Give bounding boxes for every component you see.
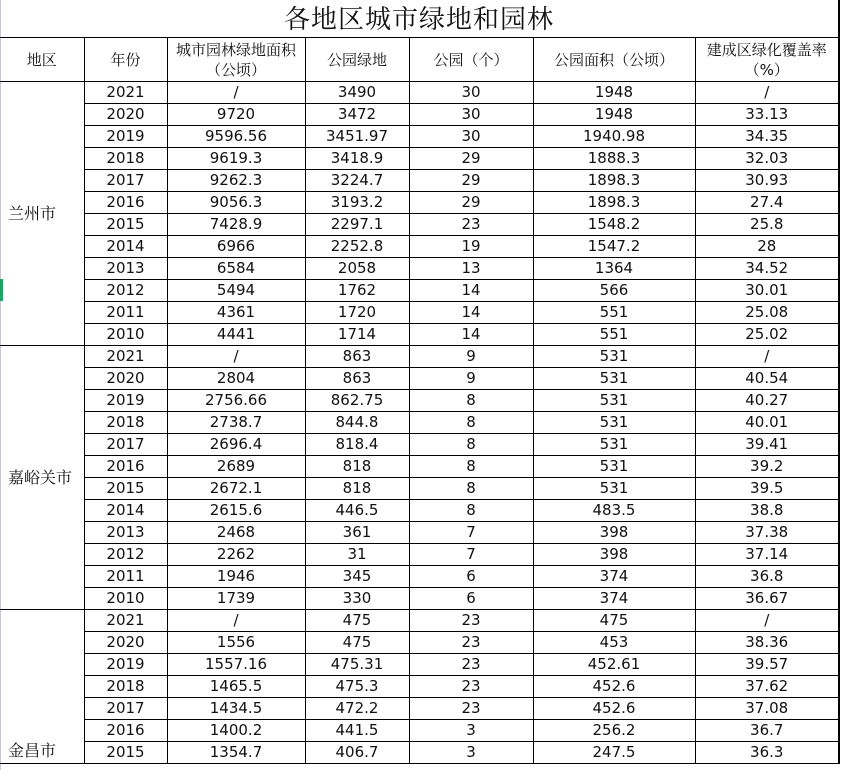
park-count-cell[interactable]: 6 — [409, 588, 533, 610]
table-row — [0, 610, 839, 632]
year-cell[interactable]: 2019 — [84, 126, 167, 148]
year-cell[interactable]: 2016 — [84, 192, 167, 214]
coverage-rate-cell[interactable]: 36.7 — [695, 720, 839, 742]
table-row — [0, 368, 839, 390]
green-area-cell[interactable]: 4441 — [167, 324, 305, 346]
year-cell[interactable]: 2016 — [84, 720, 167, 742]
coverage-rate-cell[interactable]: / — [695, 610, 839, 632]
park-green-cell[interactable]: 441.5 — [305, 720, 409, 742]
year-cell[interactable]: 2015 — [84, 478, 167, 500]
table-row — [0, 126, 839, 148]
park-count-cell[interactable]: 7 — [409, 522, 533, 544]
park-green-cell[interactable]: 2297.1 — [305, 214, 409, 236]
park-green-cell[interactable]: 472.2 — [305, 698, 409, 720]
year-cell[interactable]: 2012 — [84, 280, 167, 302]
park-count-cell[interactable]: 23 — [409, 654, 533, 676]
green-area-cell[interactable]: 9262.3 — [167, 170, 305, 192]
coverage-rate-cell[interactable]: 40.01 — [695, 412, 839, 434]
table-row — [0, 302, 839, 324]
park-area-cell[interactable]: 1364 — [533, 258, 695, 280]
year-cell[interactable]: 2013 — [84, 258, 167, 280]
park-green-cell[interactable]: 3193.2 — [305, 192, 409, 214]
coverage-rate-cell[interactable]: 36.3 — [695, 742, 839, 764]
year-cell[interactable]: 2015 — [84, 742, 167, 764]
green-area-cell[interactable]: 1434.5 — [167, 698, 305, 720]
park-area-cell[interactable]: 551 — [533, 324, 695, 346]
data-table — [0, 37, 840, 764]
park-area-cell[interactable]: 374 — [533, 566, 695, 588]
year-cell[interactable]: 2018 — [84, 148, 167, 170]
park-area-cell[interactable]: 398 — [533, 522, 695, 544]
coverage-rate-cell[interactable]: 39.41 — [695, 434, 839, 456]
park-area-cell[interactable]: 531 — [533, 478, 695, 500]
park-area-cell[interactable]: 452.6 — [533, 698, 695, 720]
green-area-cell[interactable]: / — [167, 610, 305, 632]
green-area-cell[interactable]: 1465.5 — [167, 676, 305, 698]
green-area-cell[interactable]: 2696.4 — [167, 434, 305, 456]
year-cell[interactable]: 2018 — [84, 676, 167, 698]
park-count-cell[interactable]: 30 — [409, 104, 533, 126]
park-area-cell[interactable]: 551 — [533, 302, 695, 324]
park-area-cell[interactable]: 531 — [533, 390, 695, 412]
green-area-cell[interactable]: 9619.3 — [167, 148, 305, 170]
park-area-cell[interactable]: 1548.2 — [533, 214, 695, 236]
table-row — [0, 390, 839, 412]
park-count-cell[interactable]: 29 — [409, 148, 533, 170]
coverage-rate-cell[interactable]: 40.27 — [695, 390, 839, 412]
park-area-cell[interactable]: 1888.3 — [533, 148, 695, 170]
green-area-cell[interactable]: 9596.56 — [167, 126, 305, 148]
park-green-cell[interactable]: 3451.97 — [305, 126, 409, 148]
table-row — [0, 346, 839, 368]
green-area-cell[interactable]: / — [167, 82, 305, 104]
green-area-cell[interactable]: 1739 — [167, 588, 305, 610]
park-count-cell[interactable]: 29 — [409, 192, 533, 214]
header-region[interactable]: 地区 — [0, 38, 84, 82]
park-count-cell[interactable]: 23 — [409, 610, 533, 632]
green-area-cell[interactable]: 4361 — [167, 302, 305, 324]
year-cell[interactable]: 2020 — [84, 632, 167, 654]
header-green-area[interactable]: 城市园林绿地面积（公顷） — [167, 38, 305, 82]
table-row — [0, 566, 839, 588]
park-green-cell[interactable]: 406.7 — [305, 742, 409, 764]
park-count-cell[interactable]: 13 — [409, 258, 533, 280]
park-green-cell[interactable]: 1720 — [305, 302, 409, 324]
park-area-cell[interactable]: 1948 — [533, 82, 695, 104]
green-area-cell[interactable]: 2689 — [167, 456, 305, 478]
coverage-rate-cell[interactable]: 36.67 — [695, 588, 839, 610]
year-cell[interactable]: 2012 — [84, 544, 167, 566]
table-row — [0, 434, 839, 456]
park-count-cell[interactable]: 9 — [409, 346, 533, 368]
coverage-rate-cell[interactable]: 39.2 — [695, 456, 839, 478]
green-area-cell[interactable]: 2738.7 — [167, 412, 305, 434]
park-count-cell[interactable]: 8 — [409, 434, 533, 456]
park-count-cell[interactable]: 14 — [409, 302, 533, 324]
table-row — [0, 522, 839, 544]
year-cell[interactable]: 2017 — [84, 170, 167, 192]
year-cell[interactable]: 2013 — [84, 522, 167, 544]
table-body — [0, 82, 839, 764]
year-cell[interactable]: 2020 — [84, 104, 167, 126]
region-cell[interactable]: 兰州市 — [0, 82, 84, 346]
green-area-cell[interactable]: 1946 — [167, 566, 305, 588]
park-count-cell[interactable]: 14 — [409, 324, 533, 346]
park-area-cell[interactable]: 531 — [533, 346, 695, 368]
park-count-cell[interactable]: 30 — [409, 82, 533, 104]
coverage-rate-cell[interactable]: 28 — [695, 236, 839, 258]
park-area-cell[interactable]: 374 — [533, 588, 695, 610]
park-count-cell[interactable]: 3 — [409, 742, 533, 764]
green-area-cell[interactable]: 1556 — [167, 632, 305, 654]
table-row — [0, 588, 839, 610]
coverage-rate-cell[interactable]: / — [695, 346, 839, 368]
year-cell[interactable]: 2019 — [84, 390, 167, 412]
coverage-rate-cell[interactable]: 39.57 — [695, 654, 839, 676]
sheet-title: 各地区城市绿地和园林 — [0, 0, 840, 37]
park-area-cell[interactable]: 475 — [533, 610, 695, 632]
park-area-cell[interactable]: 256.2 — [533, 720, 695, 742]
table-row — [0, 632, 839, 654]
year-cell[interactable]: 2011 — [84, 302, 167, 324]
park-area-cell[interactable]: 531 — [533, 456, 695, 478]
park-count-cell[interactable]: 29 — [409, 170, 533, 192]
park-area-cell[interactable]: 531 — [533, 434, 695, 456]
coverage-rate-cell[interactable]: 37.38 — [695, 522, 839, 544]
park-green-cell[interactable]: 475 — [305, 610, 409, 632]
green-area-cell[interactable]: 2262 — [167, 544, 305, 566]
year-cell[interactable]: 2021 — [84, 82, 167, 104]
park-green-cell[interactable]: 446.5 — [305, 500, 409, 522]
coverage-rate-cell[interactable]: 25.08 — [695, 302, 839, 324]
table-row — [0, 236, 839, 258]
park-area-cell[interactable]: 483.5 — [533, 500, 695, 522]
park-count-cell[interactable]: 8 — [409, 456, 533, 478]
year-cell[interactable]: 2015 — [84, 214, 167, 236]
park-green-cell[interactable]: 3224.7 — [305, 170, 409, 192]
park-area-cell[interactable]: 1898.3 — [533, 192, 695, 214]
park-green-cell[interactable]: 818 — [305, 456, 409, 478]
coverage-rate-cell[interactable]: 39.5 — [695, 478, 839, 500]
park-area-cell[interactable]: 1547.2 — [533, 236, 695, 258]
park-green-cell[interactable]: 3418.9 — [305, 148, 409, 170]
park-count-cell[interactable]: 6 — [409, 566, 533, 588]
coverage-rate-cell[interactable]: 36.8 — [695, 566, 839, 588]
park-count-cell[interactable]: 8 — [409, 500, 533, 522]
park-green-cell[interactable]: 818.4 — [305, 434, 409, 456]
year-cell[interactable]: 2017 — [84, 698, 167, 720]
year-cell[interactable]: 2010 — [84, 324, 167, 346]
header-coverage-rate[interactable]: 建成区绿化覆盖率（%） — [695, 38, 839, 82]
park-green-cell[interactable]: 475.3 — [305, 676, 409, 698]
park-count-cell[interactable]: 3 — [409, 720, 533, 742]
green-area-cell[interactable]: 7428.9 — [167, 214, 305, 236]
park-count-cell[interactable]: 8 — [409, 390, 533, 412]
header-park-green[interactable]: 公园绿地 — [305, 38, 409, 82]
table-row — [0, 214, 839, 236]
green-area-cell[interactable]: 1400.2 — [167, 720, 305, 742]
green-area-cell[interactable]: / — [167, 346, 305, 368]
park-area-cell[interactable]: 1940.98 — [533, 126, 695, 148]
year-cell[interactable]: 2021 — [84, 346, 167, 368]
table-row — [0, 654, 839, 676]
coverage-rate-cell[interactable]: 38.36 — [695, 632, 839, 654]
year-cell[interactable]: 2017 — [84, 434, 167, 456]
table-row — [0, 456, 839, 478]
table-row — [0, 192, 839, 214]
table-row — [0, 698, 839, 720]
coverage-rate-cell[interactable]: 40.54 — [695, 368, 839, 390]
table-row — [0, 676, 839, 698]
park-area-cell[interactable]: 1948 — [533, 104, 695, 126]
park-area-cell[interactable]: 452.61 — [533, 654, 695, 676]
park-area-cell[interactable]: 1898.3 — [533, 170, 695, 192]
table-row — [0, 324, 839, 346]
park-count-cell[interactable]: 23 — [409, 632, 533, 654]
park-green-cell[interactable]: 2058 — [305, 258, 409, 280]
park-count-cell[interactable]: 14 — [409, 280, 533, 302]
table-row — [0, 258, 839, 280]
table-row — [0, 104, 839, 126]
park-green-cell[interactable]: 818 — [305, 478, 409, 500]
park-green-cell[interactable]: 863 — [305, 346, 409, 368]
header-park-count[interactable]: 公园（个） — [409, 38, 533, 82]
coverage-rate-cell[interactable]: 34.52 — [695, 258, 839, 280]
coverage-rate-cell[interactable]: 37.62 — [695, 676, 839, 698]
park-green-cell[interactable]: 475.31 — [305, 654, 409, 676]
year-cell[interactable]: 2010 — [84, 588, 167, 610]
coverage-rate-cell[interactable]: / — [695, 82, 839, 104]
table-row — [0, 478, 839, 500]
coverage-rate-cell[interactable]: 25.02 — [695, 324, 839, 346]
park-area-cell[interactable]: 453 — [533, 632, 695, 654]
year-cell[interactable]: 2014 — [84, 500, 167, 522]
green-area-cell[interactable]: 5494 — [167, 280, 305, 302]
coverage-rate-cell[interactable]: 34.35 — [695, 126, 839, 148]
park-area-cell[interactable]: 566 — [533, 280, 695, 302]
coverage-rate-cell[interactable]: 30.01 — [695, 280, 839, 302]
year-cell[interactable]: 2014 — [84, 236, 167, 258]
park-green-cell[interactable]: 31 — [305, 544, 409, 566]
green-area-cell[interactable]: 2804 — [167, 368, 305, 390]
coverage-rate-cell[interactable]: 37.14 — [695, 544, 839, 566]
coverage-rate-cell[interactable]: 30.93 — [695, 170, 839, 192]
park-count-cell[interactable]: 8 — [409, 478, 533, 500]
green-area-cell[interactable]: 6584 — [167, 258, 305, 280]
table-row — [0, 170, 839, 192]
table-row — [0, 720, 839, 742]
coverage-rate-cell[interactable]: 25.8 — [695, 214, 839, 236]
year-cell[interactable]: 2019 — [84, 654, 167, 676]
park-green-cell[interactable]: 345 — [305, 566, 409, 588]
coverage-rate-cell[interactable]: 32.03 — [695, 148, 839, 170]
header-row — [0, 38, 839, 82]
coverage-rate-cell[interactable]: 38.8 — [695, 500, 839, 522]
coverage-rate-cell[interactable]: 33.13 — [695, 104, 839, 126]
park-green-cell[interactable]: 2252.8 — [305, 236, 409, 258]
table-row — [0, 280, 839, 302]
park-count-cell[interactable]: 8 — [409, 412, 533, 434]
green-area-cell[interactable]: 6966 — [167, 236, 305, 258]
park-count-cell[interactable]: 19 — [409, 236, 533, 258]
park-green-cell[interactable]: 862.75 — [305, 390, 409, 412]
park-green-cell[interactable]: 1762 — [305, 280, 409, 302]
park-green-cell[interactable]: 475 — [305, 632, 409, 654]
year-cell[interactable]: 2016 — [84, 456, 167, 478]
table-row — [0, 412, 839, 434]
coverage-rate-cell[interactable]: 27.4 — [695, 192, 839, 214]
green-area-cell[interactable]: 2672.1 — [167, 478, 305, 500]
year-cell[interactable]: 2011 — [84, 566, 167, 588]
year-cell[interactable]: 2021 — [84, 610, 167, 632]
table-row — [0, 148, 839, 170]
park-green-cell[interactable]: 3472 — [305, 104, 409, 126]
park-green-cell[interactable]: 863 — [305, 368, 409, 390]
park-count-cell[interactable]: 7 — [409, 544, 533, 566]
green-area-cell[interactable]: 2756.66 — [167, 390, 305, 412]
green-area-cell[interactable]: 2468 — [167, 522, 305, 544]
park-count-cell[interactable]: 23 — [409, 676, 533, 698]
park-area-cell[interactable]: 531 — [533, 412, 695, 434]
table-row — [0, 82, 839, 104]
park-count-cell[interactable]: 23 — [409, 698, 533, 720]
park-green-cell[interactable]: 844.8 — [305, 412, 409, 434]
park-green-cell[interactable]: 3490 — [305, 82, 409, 104]
park-count-cell[interactable]: 9 — [409, 368, 533, 390]
park-green-cell[interactable]: 1714 — [305, 324, 409, 346]
region-cell[interactable]: 嘉峪关市 — [0, 346, 84, 610]
table-row — [0, 500, 839, 522]
park-green-cell[interactable]: 330 — [305, 588, 409, 610]
region-cell[interactable]: 金昌市 — [0, 610, 84, 764]
park-area-cell[interactable]: 398 — [533, 544, 695, 566]
table-row — [0, 544, 839, 566]
header-park-area[interactable]: 公园面积（公顷） — [533, 38, 695, 82]
year-cell[interactable]: 2020 — [84, 368, 167, 390]
park-green-cell[interactable]: 361 — [305, 522, 409, 544]
header-year[interactable]: 年份 — [84, 38, 167, 82]
green-area-cell[interactable]: 1354.7 — [167, 742, 305, 764]
park-area-cell[interactable]: 531 — [533, 368, 695, 390]
park-area-cell[interactable]: 247.5 — [533, 742, 695, 764]
park-count-cell[interactable]: 30 — [409, 126, 533, 148]
green-area-cell[interactable]: 1557.16 — [167, 654, 305, 676]
park-count-cell[interactable]: 23 — [409, 214, 533, 236]
green-area-cell[interactable]: 2615.6 — [167, 500, 305, 522]
year-cell[interactable]: 2018 — [84, 412, 167, 434]
green-area-cell[interactable]: 9720 — [167, 104, 305, 126]
coverage-rate-cell[interactable]: 37.08 — [695, 698, 839, 720]
green-area-cell[interactable]: 9056.3 — [167, 192, 305, 214]
park-area-cell[interactable]: 452.6 — [533, 676, 695, 698]
table-row — [0, 742, 839, 764]
